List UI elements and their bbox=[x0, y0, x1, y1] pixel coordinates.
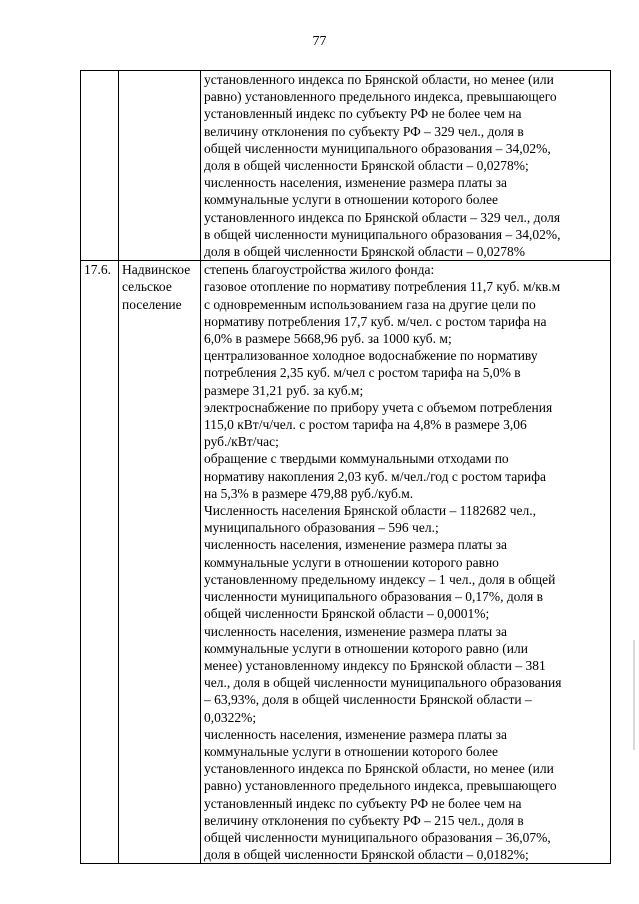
text-line: нормативу потребления 17,7 куб. м/чел. с ростом тарифа на bbox=[204, 313, 547, 329]
settlement-name-line: Надвинское bbox=[122, 262, 191, 278]
text-line: численность населения, изменение размера платы за bbox=[204, 623, 507, 639]
text-line: численность населения, изменение размера платы за bbox=[204, 175, 507, 191]
text-line: руб./кВт/час; bbox=[204, 434, 279, 450]
text-line: установленному предельному индексу – 1 чел., доля в общей bbox=[204, 571, 556, 587]
text-line: – 63,93%, доля в общей численности Брянской области – bbox=[204, 692, 532, 708]
text-line: доля в общей численности Брянской области – 0,0278% bbox=[204, 244, 526, 260]
row-number-cell bbox=[81, 71, 119, 261]
text-line: в общей численности муниципального образования – 34,02%, bbox=[204, 226, 561, 242]
text-line: централизованное холодное водоснабжение по нормативу bbox=[204, 348, 538, 364]
text-line: установленного индекса по Брянской области – 329 чел., доля bbox=[204, 209, 561, 225]
text-line: общей численности Брянской области – 0,0001%; bbox=[204, 606, 490, 622]
scan-edge-mark bbox=[633, 640, 635, 750]
table-row bbox=[81, 261, 611, 864]
settlement-name-cell bbox=[119, 261, 201, 864]
text-line: коммунальные услуги в отношении которого более bbox=[204, 192, 498, 208]
text-line: величину отклонения по субъекту РФ – 329 чел., доля в bbox=[204, 123, 524, 139]
text-line: доля в общей численности Брянской области – 0,0278%; bbox=[204, 158, 529, 174]
text-line: обращение с твердыми коммунальными отходами по bbox=[204, 451, 509, 467]
row-number-cell: 17.6. bbox=[81, 261, 119, 864]
page-number: 77 bbox=[312, 34, 327, 49]
text-line: величину отклонения по субъекту РФ – 215 чел., доля в bbox=[204, 812, 524, 828]
description-cell bbox=[201, 71, 611, 261]
text-line: газовое отопление по нормативу потребления 11,7 куб. м/кв.м bbox=[204, 279, 561, 295]
text-line: 0,0322%; bbox=[204, 709, 257, 725]
text-line: 115,0 кВт/ч/чел. с ростом тарифа на 4,8% в размере 3,06 bbox=[204, 417, 527, 433]
text-line: установленного индекса по Брянской области, но менее (или bbox=[204, 761, 554, 777]
text-line: степень благоустройства жилого фонда: bbox=[204, 262, 435, 278]
text-line: электроснабжение по прибору учета с объемом потребления bbox=[204, 399, 553, 415]
text-line: численность населения, изменение размера платы за bbox=[204, 726, 507, 742]
text-line: общей численности муниципального образования – 36,07%, bbox=[204, 829, 551, 845]
text-line: менее) установленному индексу по Брянской области – 381 bbox=[204, 657, 546, 673]
text-line: доля в общей численности Брянской области – 0,0182%; bbox=[204, 847, 529, 863]
description-cell bbox=[201, 261, 611, 864]
text-line: нормативу накопления 2,03 куб. м/чел./год с ростом тарифа bbox=[204, 468, 547, 484]
text-line: размере 31,21 руб. за куб.м; bbox=[204, 382, 364, 398]
text-line: равно) установленного предельного индекса, превышающего bbox=[204, 89, 557, 105]
text-line: на 5,3% в размере 479,88 руб./куб.м. bbox=[204, 485, 414, 501]
text-line: равно) установленного предельного индекса, превышающего bbox=[204, 778, 557, 794]
settlement-name-cell bbox=[119, 71, 201, 261]
text-line: с одновременным использованием газа на другие цели по bbox=[204, 296, 536, 312]
text-line: Численность населения Брянской области – 1182682 чел., bbox=[204, 503, 536, 519]
text-line: численности муниципального образования – 0,17%, доля в bbox=[204, 589, 543, 605]
settlement-name-line: сельское bbox=[122, 279, 172, 295]
settlement-name-line: поселение bbox=[122, 296, 182, 312]
text-line: общей численности муниципального образования – 34,02%, bbox=[204, 140, 551, 156]
text-line: муниципального образования – 596 чел.; bbox=[204, 520, 439, 536]
text-line: 6,0% в размере 5668,96 руб. за 1000 куб. м; bbox=[204, 331, 452, 347]
text-line: численность населения, изменение размера платы за bbox=[204, 537, 507, 553]
text-line: потребления 2,35 куб. м/чел с ростом тарифа на 5,0% в bbox=[204, 365, 521, 381]
document-table bbox=[80, 70, 611, 864]
text-line: коммунальные услуги в отношении которого более bbox=[204, 743, 498, 759]
table-row bbox=[81, 71, 611, 261]
text-line: установленного индекса по Брянской области, но менее (или bbox=[204, 72, 554, 87]
text-line: коммунальные услуги в отношении которого равно (или bbox=[204, 640, 528, 656]
text-line: коммунальные услуги в отношении которого равно bbox=[204, 554, 499, 570]
text-line: установленный индекс по субъекту РФ не более чем на bbox=[204, 106, 522, 122]
text-line: установленный индекс по субъекту РФ не более чем на bbox=[204, 795, 522, 811]
text-line: чел., доля в общей численности муниципального образования bbox=[204, 675, 562, 691]
